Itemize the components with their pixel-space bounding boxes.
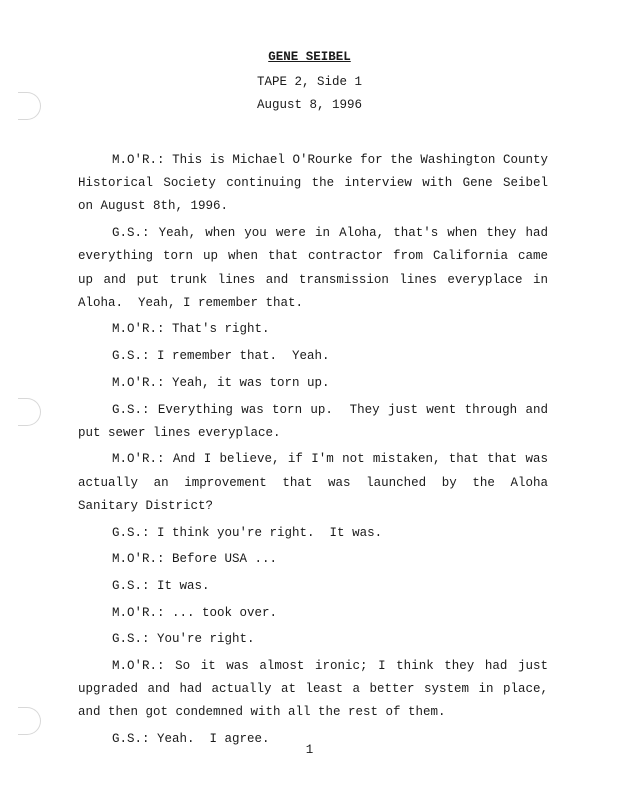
speaker-label: M.O'R.: bbox=[112, 375, 165, 390]
speaker-label: M.O'R.: bbox=[112, 322, 165, 337]
transcript-paragraph bbox=[78, 448, 556, 518]
speaker-label: M.O'R.: bbox=[112, 452, 165, 467]
speech-text: You're right. bbox=[157, 632, 255, 647]
speech-text: Yeah. I agree. bbox=[157, 732, 270, 747]
transcript-paragraph bbox=[78, 655, 556, 725]
punch-hole-mark bbox=[18, 398, 41, 426]
transcript-paragraph bbox=[78, 602, 548, 625]
interview-date: August 8, 1996 bbox=[256, 98, 363, 112]
transcript-paragraph bbox=[78, 345, 548, 368]
speaker-label: G.S.: bbox=[112, 732, 150, 747]
speaker-label: M.O'R.: bbox=[112, 552, 165, 567]
transcript-paragraph bbox=[78, 522, 548, 545]
speaker-label: G.S.: bbox=[112, 578, 150, 593]
speech-text: Everything was torn up. They just went through and put sewer lines everyplace. bbox=[78, 402, 556, 440]
speaker-label: G.S.: bbox=[112, 402, 150, 417]
speech-text: Yeah, when you were in Aloha, that's when they had everything torn up when that contractor from California came up and put trunk lines and transmission lines everyplace in Aloha. Yeah, I remember that. bbox=[78, 226, 556, 310]
speech-text: So it was almost ironic; I think they had just upgraded and had actually at least a better system in place, and then got condemned with all the rest of them. bbox=[78, 659, 556, 720]
transcript-paragraph bbox=[78, 149, 556, 219]
document-title: GENE SEIBEL bbox=[268, 50, 351, 64]
speaker-label: G.S.: bbox=[112, 349, 150, 364]
speech-text: I think you're right. It was. bbox=[157, 525, 383, 540]
transcript-paragraph bbox=[78, 372, 548, 395]
speech-text: Yeah, it was torn up. bbox=[172, 375, 330, 390]
page-number: 1 bbox=[305, 743, 314, 757]
speech-text: Before USA ... bbox=[172, 552, 278, 567]
speaker-label: G.S.: bbox=[112, 632, 150, 647]
transcript-paragraph bbox=[78, 548, 548, 571]
speaker-label: M.O'R.: bbox=[112, 153, 165, 167]
speech-text: And I believe, if I'm not mistaken, that that was actually an improvement that was launched by the Aloha Sanitary District? bbox=[78, 452, 556, 513]
speech-text: That's right. bbox=[172, 322, 270, 337]
speaker-label: G.S.: bbox=[112, 226, 150, 241]
speaker-label: M.O'R.: bbox=[112, 659, 165, 674]
speaker-label: G.S.: bbox=[112, 525, 150, 540]
transcript-paragraph bbox=[78, 628, 548, 651]
transcript-paragraph bbox=[78, 575, 548, 598]
transcript-paragraph bbox=[78, 399, 556, 445]
speech-text: It was. bbox=[157, 578, 210, 593]
tape-label: TAPE 2, Side 1 bbox=[256, 75, 363, 89]
punch-hole-mark bbox=[18, 707, 41, 735]
speech-text: This is Michael O'Rourke for the Washington County Historical Society continuing the interview with Gene Seibel on August 8th, 1996. bbox=[78, 153, 556, 214]
speech-text: I remember that. Yeah. bbox=[157, 349, 330, 364]
speaker-label: M.O'R.: bbox=[112, 605, 165, 620]
transcript-body bbox=[78, 149, 556, 755]
transcript-paragraph bbox=[78, 222, 556, 315]
transcript-paragraph bbox=[78, 318, 548, 341]
speech-text: ... took over. bbox=[172, 605, 278, 620]
